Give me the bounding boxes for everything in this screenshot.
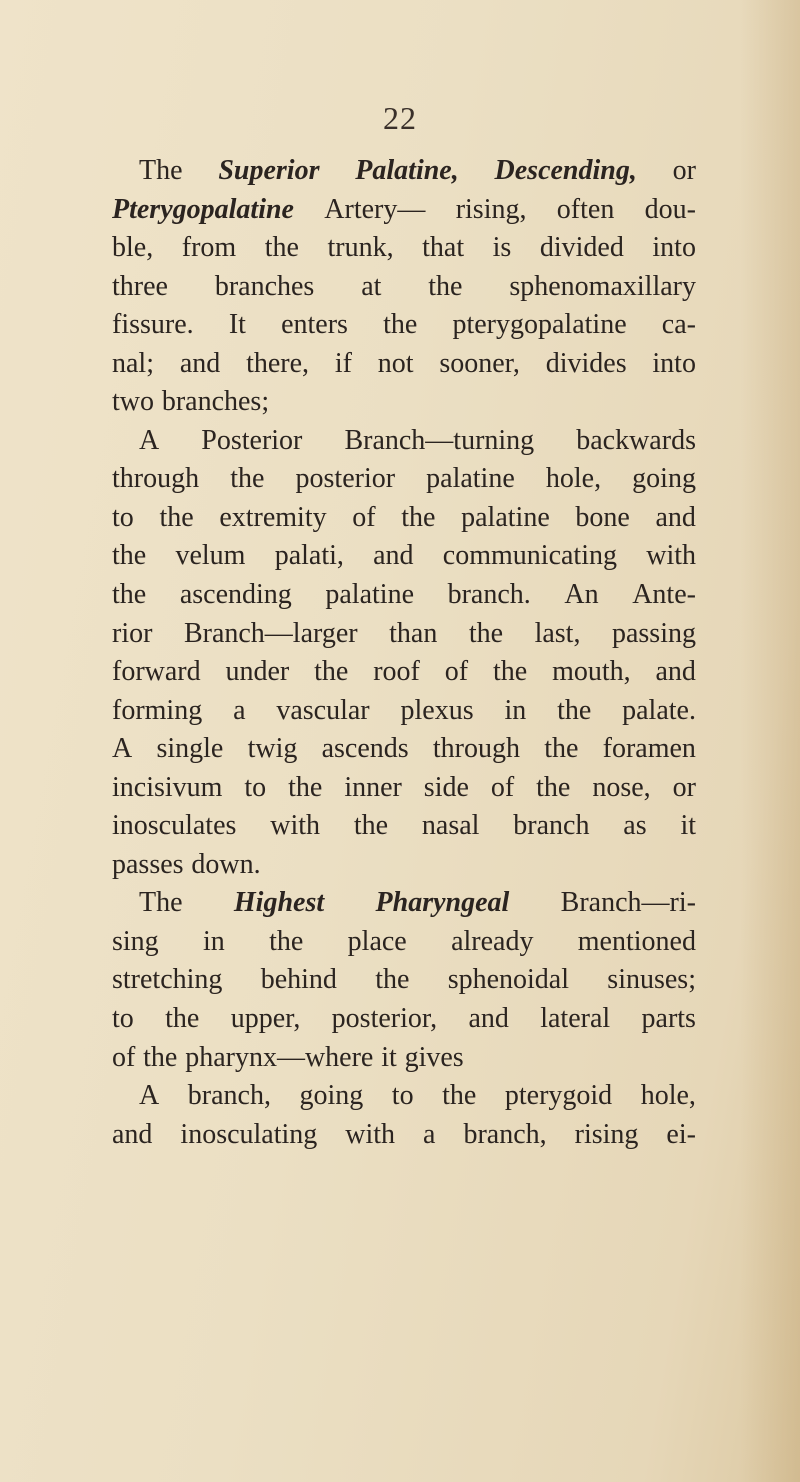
word: Artery— bbox=[324, 193, 426, 225]
word: to bbox=[112, 501, 134, 533]
word: there, bbox=[246, 347, 310, 379]
word: Branch—ri- bbox=[560, 887, 696, 919]
text-line bbox=[112, 653, 696, 692]
word: extremity bbox=[219, 501, 327, 533]
word: the bbox=[492, 656, 528, 688]
word: forming bbox=[112, 694, 203, 726]
word: rising, bbox=[455, 193, 527, 225]
word: A bbox=[139, 1080, 160, 1112]
word: it bbox=[381, 1041, 397, 1073]
word: the bbox=[288, 771, 323, 803]
text-line bbox=[112, 769, 696, 808]
word: the bbox=[557, 694, 592, 726]
word: and bbox=[112, 1118, 153, 1150]
word: A bbox=[139, 424, 160, 456]
text-line bbox=[112, 730, 696, 769]
word: through bbox=[112, 463, 200, 495]
word: branch, bbox=[463, 1118, 547, 1150]
text-line bbox=[112, 152, 696, 191]
word: the bbox=[165, 1003, 200, 1035]
word: mentioned bbox=[577, 925, 696, 957]
word: rior bbox=[112, 617, 153, 649]
word: place bbox=[347, 925, 407, 957]
word: through bbox=[432, 733, 520, 765]
body-text bbox=[112, 152, 696, 1154]
word: the bbox=[468, 617, 504, 649]
word: the bbox=[230, 463, 265, 495]
text-line bbox=[112, 499, 696, 538]
word: three bbox=[112, 270, 168, 302]
word: the bbox=[375, 964, 410, 996]
word: to bbox=[244, 771, 267, 803]
word: nal; bbox=[112, 347, 154, 379]
word: Ante- bbox=[632, 579, 696, 611]
word: and bbox=[373, 540, 414, 572]
word: ascends bbox=[321, 733, 409, 765]
word: the bbox=[159, 501, 194, 533]
word: hole, bbox=[545, 463, 602, 495]
text-line bbox=[112, 846, 696, 885]
word: bone bbox=[575, 501, 630, 533]
word: under bbox=[225, 656, 290, 688]
word: forward bbox=[112, 656, 201, 688]
word: already bbox=[451, 925, 534, 957]
word: backwards bbox=[576, 424, 696, 456]
word: the bbox=[544, 733, 579, 765]
word: behind bbox=[260, 964, 337, 996]
word: of bbox=[490, 771, 515, 803]
word: trunk, bbox=[327, 232, 394, 264]
text-line bbox=[112, 807, 696, 846]
word: often bbox=[556, 193, 615, 225]
word: fissure. bbox=[112, 309, 194, 341]
word: last, bbox=[534, 617, 581, 649]
word: incisivum bbox=[112, 771, 223, 803]
word: the bbox=[314, 656, 349, 688]
text-line bbox=[112, 1116, 696, 1155]
word: ascending bbox=[179, 579, 292, 611]
word: palate. bbox=[622, 694, 696, 726]
text-line bbox=[112, 615, 696, 654]
text-line bbox=[112, 306, 696, 345]
word: from bbox=[181, 232, 237, 264]
text-line bbox=[112, 191, 696, 230]
word: lateral bbox=[540, 1003, 611, 1035]
word: in bbox=[203, 925, 225, 957]
word: palatine bbox=[461, 501, 550, 533]
word: the bbox=[264, 232, 299, 264]
word: a bbox=[423, 1118, 436, 1150]
word: with bbox=[345, 1118, 396, 1150]
word: Branch—larger bbox=[183, 617, 358, 649]
text-line bbox=[112, 1000, 696, 1039]
word: not bbox=[377, 347, 414, 379]
word: palatine bbox=[325, 579, 414, 611]
word: rising bbox=[574, 1118, 639, 1150]
word: or bbox=[672, 771, 696, 803]
word: as bbox=[623, 810, 647, 842]
word: communicating bbox=[442, 540, 617, 572]
word: or bbox=[672, 155, 696, 186]
word: branch. bbox=[447, 579, 531, 611]
word: posterior, bbox=[331, 1003, 438, 1035]
word: pterygoid bbox=[504, 1080, 613, 1112]
word: branches bbox=[214, 270, 315, 302]
word: than bbox=[389, 617, 438, 649]
word: the bbox=[143, 1041, 178, 1073]
word: the bbox=[112, 540, 147, 572]
word: is bbox=[492, 232, 512, 264]
italic-word: Descending, bbox=[494, 155, 637, 186]
word: it bbox=[680, 810, 696, 842]
word: passes bbox=[112, 848, 184, 880]
word: if bbox=[334, 347, 352, 379]
word: the bbox=[536, 771, 571, 803]
word: and bbox=[179, 347, 221, 379]
word: of bbox=[352, 501, 376, 533]
word: the bbox=[401, 501, 436, 533]
word: mouth, bbox=[552, 656, 631, 688]
word: down. bbox=[191, 848, 261, 880]
word: The bbox=[139, 155, 183, 186]
page-number: 22 bbox=[383, 100, 417, 136]
text-line bbox=[112, 229, 696, 268]
word: parts bbox=[641, 1003, 696, 1035]
word: divided bbox=[539, 232, 624, 264]
word: single bbox=[156, 733, 224, 765]
word: stretching bbox=[112, 964, 223, 996]
word: the bbox=[353, 810, 389, 842]
word: and bbox=[655, 656, 696, 688]
word: inosculates bbox=[112, 810, 237, 842]
text-line bbox=[112, 961, 696, 1000]
word: foramen bbox=[602, 733, 696, 765]
word: upper, bbox=[230, 1003, 301, 1035]
word: to bbox=[112, 1003, 134, 1035]
word: divides bbox=[545, 347, 627, 379]
word: branch, bbox=[187, 1080, 271, 1112]
word: of bbox=[112, 1041, 136, 1073]
word: sing bbox=[112, 925, 159, 957]
word: twig bbox=[247, 733, 298, 765]
word: at bbox=[361, 270, 382, 302]
word: going bbox=[299, 1080, 364, 1112]
word: the bbox=[112, 579, 147, 611]
italic-word: Superior bbox=[218, 155, 320, 186]
word: going bbox=[632, 463, 696, 495]
word: sphenomaxillary bbox=[509, 270, 696, 302]
word: sinuses; bbox=[607, 964, 696, 996]
word: dou- bbox=[644, 193, 696, 225]
word: side bbox=[423, 771, 469, 803]
text-line bbox=[112, 268, 696, 307]
word: gives bbox=[404, 1041, 464, 1073]
word: the bbox=[383, 309, 418, 341]
word: Branch—turning bbox=[344, 424, 535, 456]
word: passing bbox=[611, 617, 696, 649]
word: ble, bbox=[112, 232, 154, 264]
word: into bbox=[652, 347, 696, 379]
word: the bbox=[428, 270, 463, 302]
italic-word: Pterygopalatine bbox=[112, 193, 294, 225]
word: pterygopalatine bbox=[452, 309, 627, 341]
word: enters bbox=[281, 309, 348, 341]
italic-word: Palatine, bbox=[355, 155, 459, 186]
text-line bbox=[112, 884, 696, 923]
word: the bbox=[269, 925, 304, 957]
text-line bbox=[112, 1039, 696, 1078]
word: the bbox=[442, 1080, 477, 1112]
word: with bbox=[270, 810, 321, 842]
text-line bbox=[112, 923, 696, 962]
word: pharynx—where bbox=[185, 1041, 374, 1073]
word: vascular bbox=[276, 694, 370, 726]
word: An bbox=[564, 579, 599, 611]
word: Posterior bbox=[201, 424, 303, 456]
italic-word: Pharyngeal bbox=[375, 887, 510, 919]
word: a bbox=[233, 694, 246, 726]
word: sphenoidal bbox=[447, 964, 570, 996]
word: A bbox=[112, 733, 133, 765]
word: branches; bbox=[161, 386, 270, 418]
word: plexus bbox=[400, 694, 474, 726]
italic-word: Highest bbox=[233, 887, 325, 919]
word: roof bbox=[373, 656, 420, 688]
word: to bbox=[391, 1080, 414, 1112]
word: that bbox=[422, 232, 465, 264]
word: with bbox=[646, 540, 696, 572]
text-line bbox=[112, 422, 696, 461]
word: branch bbox=[513, 810, 590, 842]
word: hole, bbox=[640, 1080, 696, 1112]
page-edge-shadow bbox=[740, 0, 800, 1482]
word: posterior bbox=[295, 463, 396, 495]
word: sooner, bbox=[439, 347, 520, 379]
text-line bbox=[112, 460, 696, 499]
word: into bbox=[652, 232, 696, 264]
word: ca- bbox=[661, 309, 696, 341]
word: of bbox=[444, 656, 469, 688]
word: palatine bbox=[426, 463, 515, 495]
word: palati, bbox=[274, 540, 344, 572]
word: inosculating bbox=[180, 1118, 318, 1150]
word: in bbox=[504, 694, 527, 726]
word: inner bbox=[344, 771, 402, 803]
word: ei- bbox=[666, 1118, 696, 1150]
text-line bbox=[112, 537, 696, 576]
word: and bbox=[468, 1003, 509, 1035]
word: nose, bbox=[592, 771, 651, 803]
word: and bbox=[655, 501, 696, 533]
word: nasal bbox=[421, 810, 480, 842]
text-line bbox=[112, 692, 696, 731]
text-line bbox=[112, 576, 696, 615]
word: two bbox=[112, 386, 154, 418]
text-line bbox=[112, 345, 696, 384]
text-line bbox=[112, 1077, 696, 1116]
text-line bbox=[112, 383, 696, 422]
word: velum bbox=[175, 540, 246, 572]
word: The bbox=[139, 887, 183, 919]
word: It bbox=[228, 309, 246, 341]
